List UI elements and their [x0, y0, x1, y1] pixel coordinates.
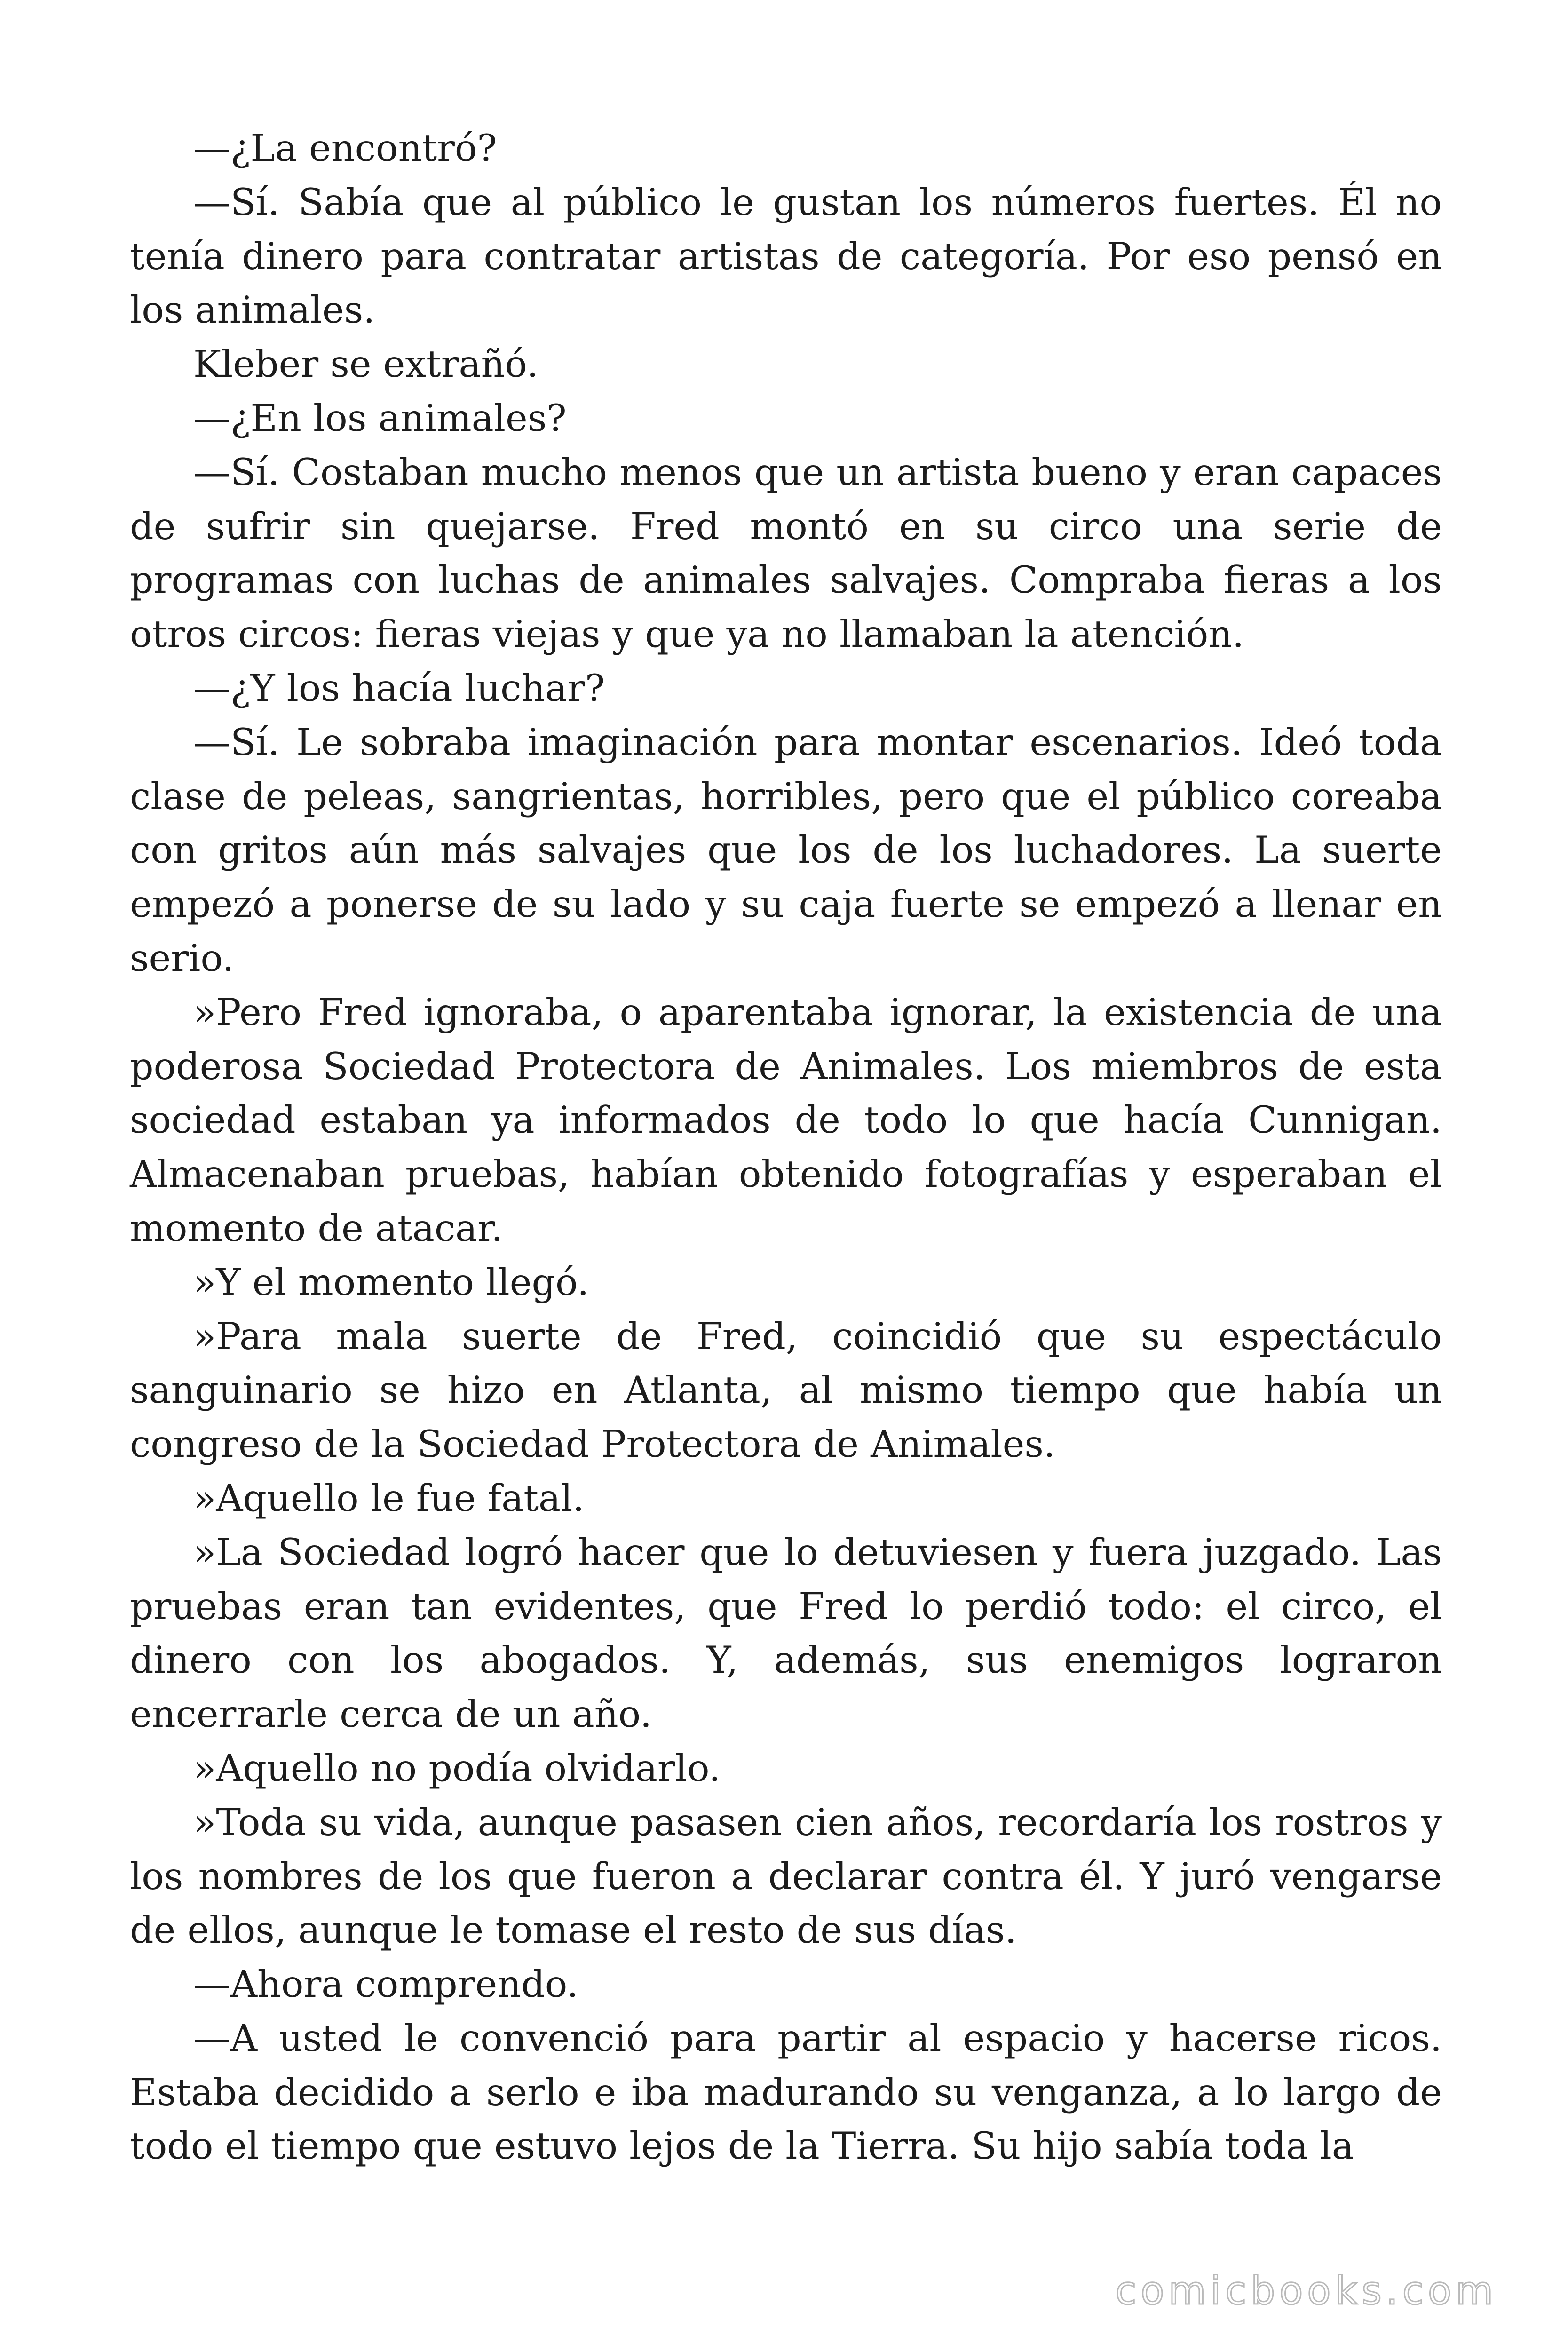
page-text — [130, 121, 1442, 2173]
paragraph: »Aquello no podía olvidarlo. — [193, 1746, 721, 1790]
paragraph: Kleber se extrañó. — [193, 342, 539, 386]
paragraph: —¿Y los hacía luchar? — [193, 666, 605, 710]
paragraph: —Ahora comprendo. — [193, 1963, 579, 2006]
paragraph: —A usted le convenció para partir al espacio y hacerse ricos. Estaba decidido a serlo e iba madurando su venganza, a lo largo de todo el tiempo que estuvo lejos de la Tierra. Su hijo sabía toda la — [130, 2016, 1442, 2168]
paragraph: —Sí. Sabía que al público le gustan los números fuertes. Él no tenía dinero para contratar artistas de categoría. Por eso pensó en los animales. — [130, 180, 1442, 332]
paragraph: »Aquello le fue fatal. — [193, 1476, 585, 1520]
paragraph: »Pero Fred ignoraba, o aparentaba ignorar, la existencia de una poderosa Sociedad Protectora de Animales. Los miembros de esta sociedad estaban ya informados de todo lo que hacía Cunnigan. Almacenaban pruebas, habían obtenido fotografías y esperaban el momento de atacar. — [130, 990, 1442, 1250]
paragraph: »Y el momento llegó. — [193, 1260, 589, 1304]
paragraph: —Sí. Le sobraba imaginación para montar escenarios. Ideó toda clase de peleas, sangrientas, horribles, pero que el público coreaba con gritos aún más salvajes que los de los luchadores. La suerte empezó a ponerse de su lado y su caja fuerte se empezó a llenar en serio. — [130, 720, 1442, 980]
paragraph: —Sí. Costaban mucho menos que un artista bueno y eran capaces de sufrir sin quejarse. Fred montó en su circo una serie de programas con luchas de animales salvajes. Compraba fieras a los otros circos: fieras viejas y que ya no llamaban la atención. — [130, 450, 1442, 656]
paragraph: —¿La encontró? — [193, 127, 497, 170]
paragraph: »Para mala suerte de Fred, coincidió que su espectáculo sanguinario se hizo en Atlanta, al mismo tiempo que había un congreso de la Sociedad Protectora de Animales. — [130, 1314, 1442, 1466]
watermark: comicbooks.com — [1115, 2269, 1497, 2313]
paragraph: »La Sociedad logró hacer que lo detuviesen y fuera juzgado. Las pruebas eran tan evidentes, que Fred lo perdió todo: el circo, el dinero con los abogados. Y, además, sus enemigos lograron encerrarle cerca de un año. — [130, 1530, 1442, 1736]
paragraph: »Toda su vida, aunque pasasen cien años, recordaría los rostros y los nombres de los que fueron a declarar contra él. Y juró vengarse de ellos, aunque le tomase el resto de sus días. — [130, 1800, 1442, 1952]
paragraph: —¿En los animales? — [193, 396, 567, 440]
